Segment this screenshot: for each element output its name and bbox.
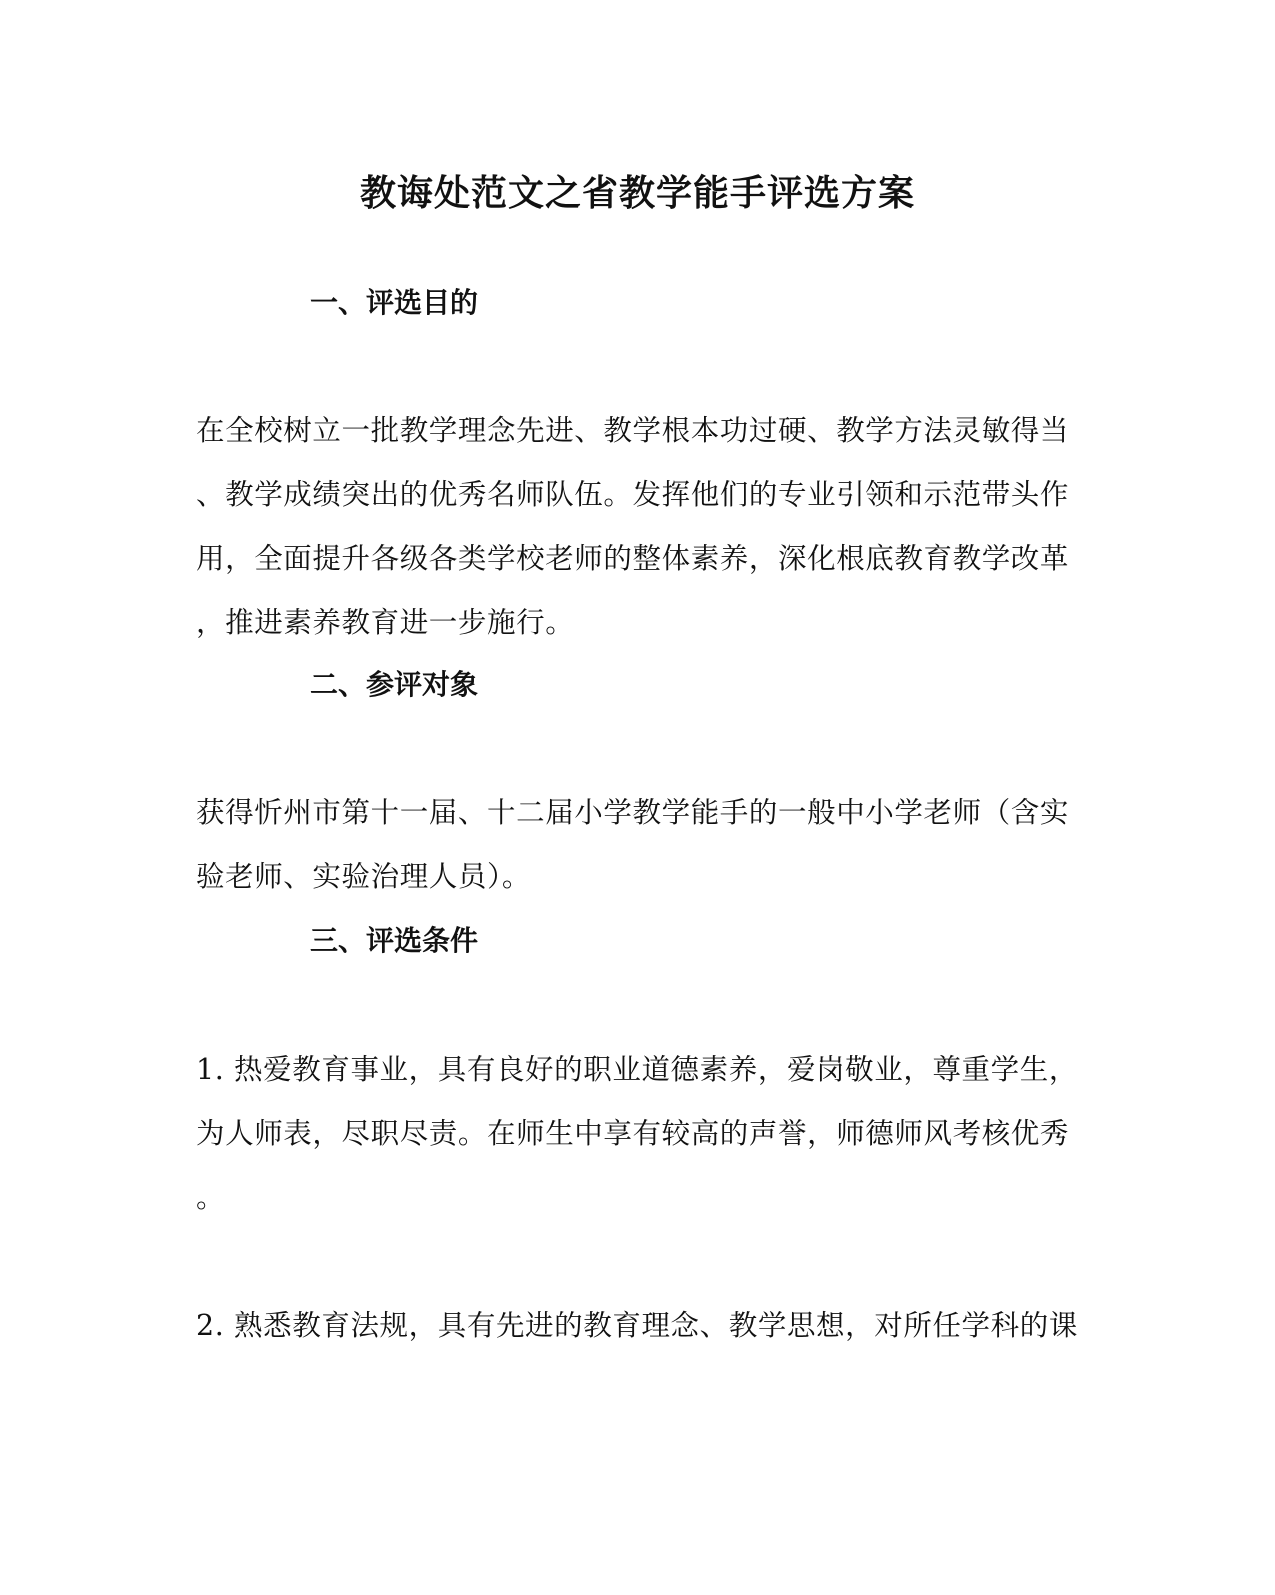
paragraph-line: 2. 熟悉教育法规，具有先进的教育理念、教学思想，对所任学科的课 <box>196 1309 1078 1342</box>
paragraph-line: 为人师表，尽职尽责。在师生中享有较高的声誉，师德师风考核优秀 <box>196 1117 1070 1150</box>
document-title: 教诲处范文之省教学能手评选方案 <box>359 172 915 214</box>
paragraph-line: 、教学成绩突出的优秀名师队伍。发挥他们的专业引领和示范带头作 <box>196 478 1070 511</box>
paragraph-line: ，推进素养教育进一步施行。 <box>196 606 575 639</box>
paragraph-criteria-2 <box>196 1306 1076 1370</box>
section-heading-criteria: 三、评选条件 <box>310 924 479 957</box>
paragraph-line: 验老师、实验治理人员）。 <box>196 860 531 893</box>
paragraph-line: 获得忻州市第十一届、十二届小学教学能手的一般中小学老师（含实 <box>196 796 1070 829</box>
paragraph-line: 。 <box>196 1181 226 1214</box>
paragraph-line: 1. 热爱教育事业，具有良好的职业道德素养，爱岗敬业，尊重学生， <box>196 1053 1078 1086</box>
paragraph-participants <box>196 793 1076 921</box>
paragraph-line: 在全校树立一批教学理念先进、教学根本功过硬、教学方法灵敏得当 <box>196 414 1070 447</box>
section-heading-purpose: 一、评选目的 <box>310 286 479 319</box>
section-heading-participants: 二、参评对象 <box>310 668 479 701</box>
paragraph-line: 用，全面提升各级各类学校老师的整体素养，深化根底教育教学改革 <box>196 542 1070 575</box>
paragraph-criteria-1 <box>196 1050 1076 1242</box>
paragraph-purpose <box>196 411 1076 667</box>
